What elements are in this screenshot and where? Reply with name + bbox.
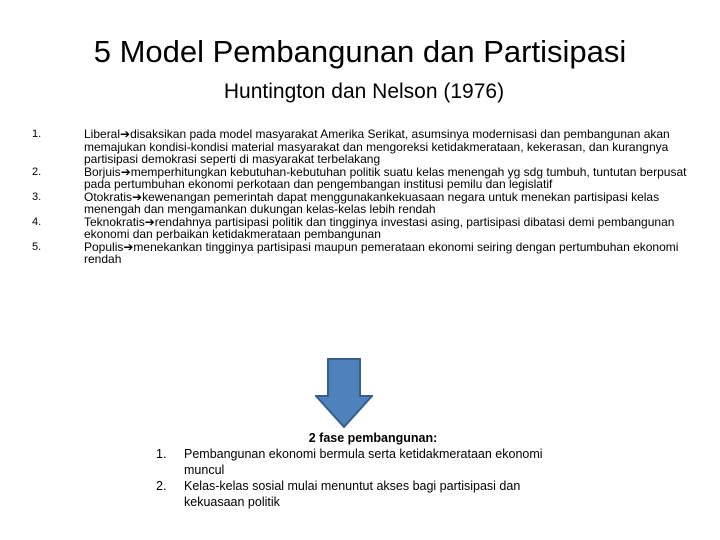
model-item bbox=[32, 216, 702, 241]
phase-text: Kelas-kelas sosial mulai menuntut akses bagi partisipasi dan kekuasaan politik bbox=[184, 479, 521, 509]
model-description: rendahnya partisipasi politik dan tingginya investasi asing, partisipasi dibatasi demi pembangunan ekonomi dan perbaikan ketidakmerataan pembangunan bbox=[84, 214, 675, 241]
phase-item bbox=[150, 478, 580, 510]
model-description: disaksikan pada model masyarakat Amerika Serikat, asumsinya modernisasi dan pembangunan akan memajukan kondisi-kondisi material masyarakat dan mengoreksi ketidakmerataan, kekerasan, dan kurangnya partisipasi demokrasi seperti di masyarakat terbelakang bbox=[84, 127, 670, 166]
phase-number: 1. bbox=[156, 447, 167, 461]
right-arrow-icon: ➔ bbox=[120, 127, 131, 141]
model-item bbox=[32, 128, 702, 166]
model-term: Borjuis bbox=[84, 164, 121, 179]
model-term: Populis bbox=[84, 239, 124, 254]
model-item bbox=[32, 166, 702, 191]
list-number: 1. bbox=[32, 128, 42, 140]
list-number: 2. bbox=[32, 165, 42, 178]
right-arrow-icon: ➔ bbox=[144, 214, 155, 229]
phase-item bbox=[150, 446, 580, 478]
slide-title: 5 Model Pembangunan dan Partisipasi bbox=[93, 34, 627, 69]
phases-box bbox=[150, 430, 580, 510]
list-number: 5. bbox=[32, 240, 42, 253]
list-number: 3. bbox=[32, 190, 42, 203]
right-arrow-icon: ➔ bbox=[120, 164, 131, 179]
slide-subtitle: Huntington dan Nelson (1976) bbox=[223, 80, 505, 103]
model-description: kewenangan pemerintah dapat menggunakankekuasaan negara untuk menekan partisipasi kelas menengah dan mengamankan dukungan kelas-kelas lebih rendah bbox=[84, 189, 660, 216]
model-term: Teknokratis bbox=[84, 214, 145, 229]
phases-list bbox=[150, 446, 580, 510]
phase-number: 2. bbox=[156, 479, 167, 493]
phase-text: Pembangunan ekonomi bermula serta ketidakmerataan ekonomi muncul bbox=[184, 447, 543, 477]
model-list bbox=[32, 128, 702, 266]
right-arrow-icon: ➔ bbox=[132, 189, 143, 204]
model-term: Otokratis bbox=[84, 189, 133, 204]
list-number: 4. bbox=[32, 215, 42, 228]
down-arrow-icon bbox=[315, 358, 373, 428]
right-arrow-icon: ➔ bbox=[123, 239, 134, 254]
phases-heading: 2 fase pembangunan: bbox=[308, 431, 438, 445]
model-term: Liberal bbox=[84, 127, 121, 141]
model-description: memperhitungkan kebutuhan-kebutuhan politik suatu kelas menengah yg sdg tumbuh, tuntutan berpusat pada pertumbuhan ekonomi perkotaan dan pengembangan institusi pemilu dan legislatif bbox=[84, 164, 687, 191]
model-item bbox=[32, 241, 702, 266]
model-item bbox=[32, 191, 702, 216]
model-description: menekankan tingginya partisipasi maupun pemerataan ekonomi seiring dengan pertumbuhan ekonomi rendah bbox=[84, 239, 679, 266]
